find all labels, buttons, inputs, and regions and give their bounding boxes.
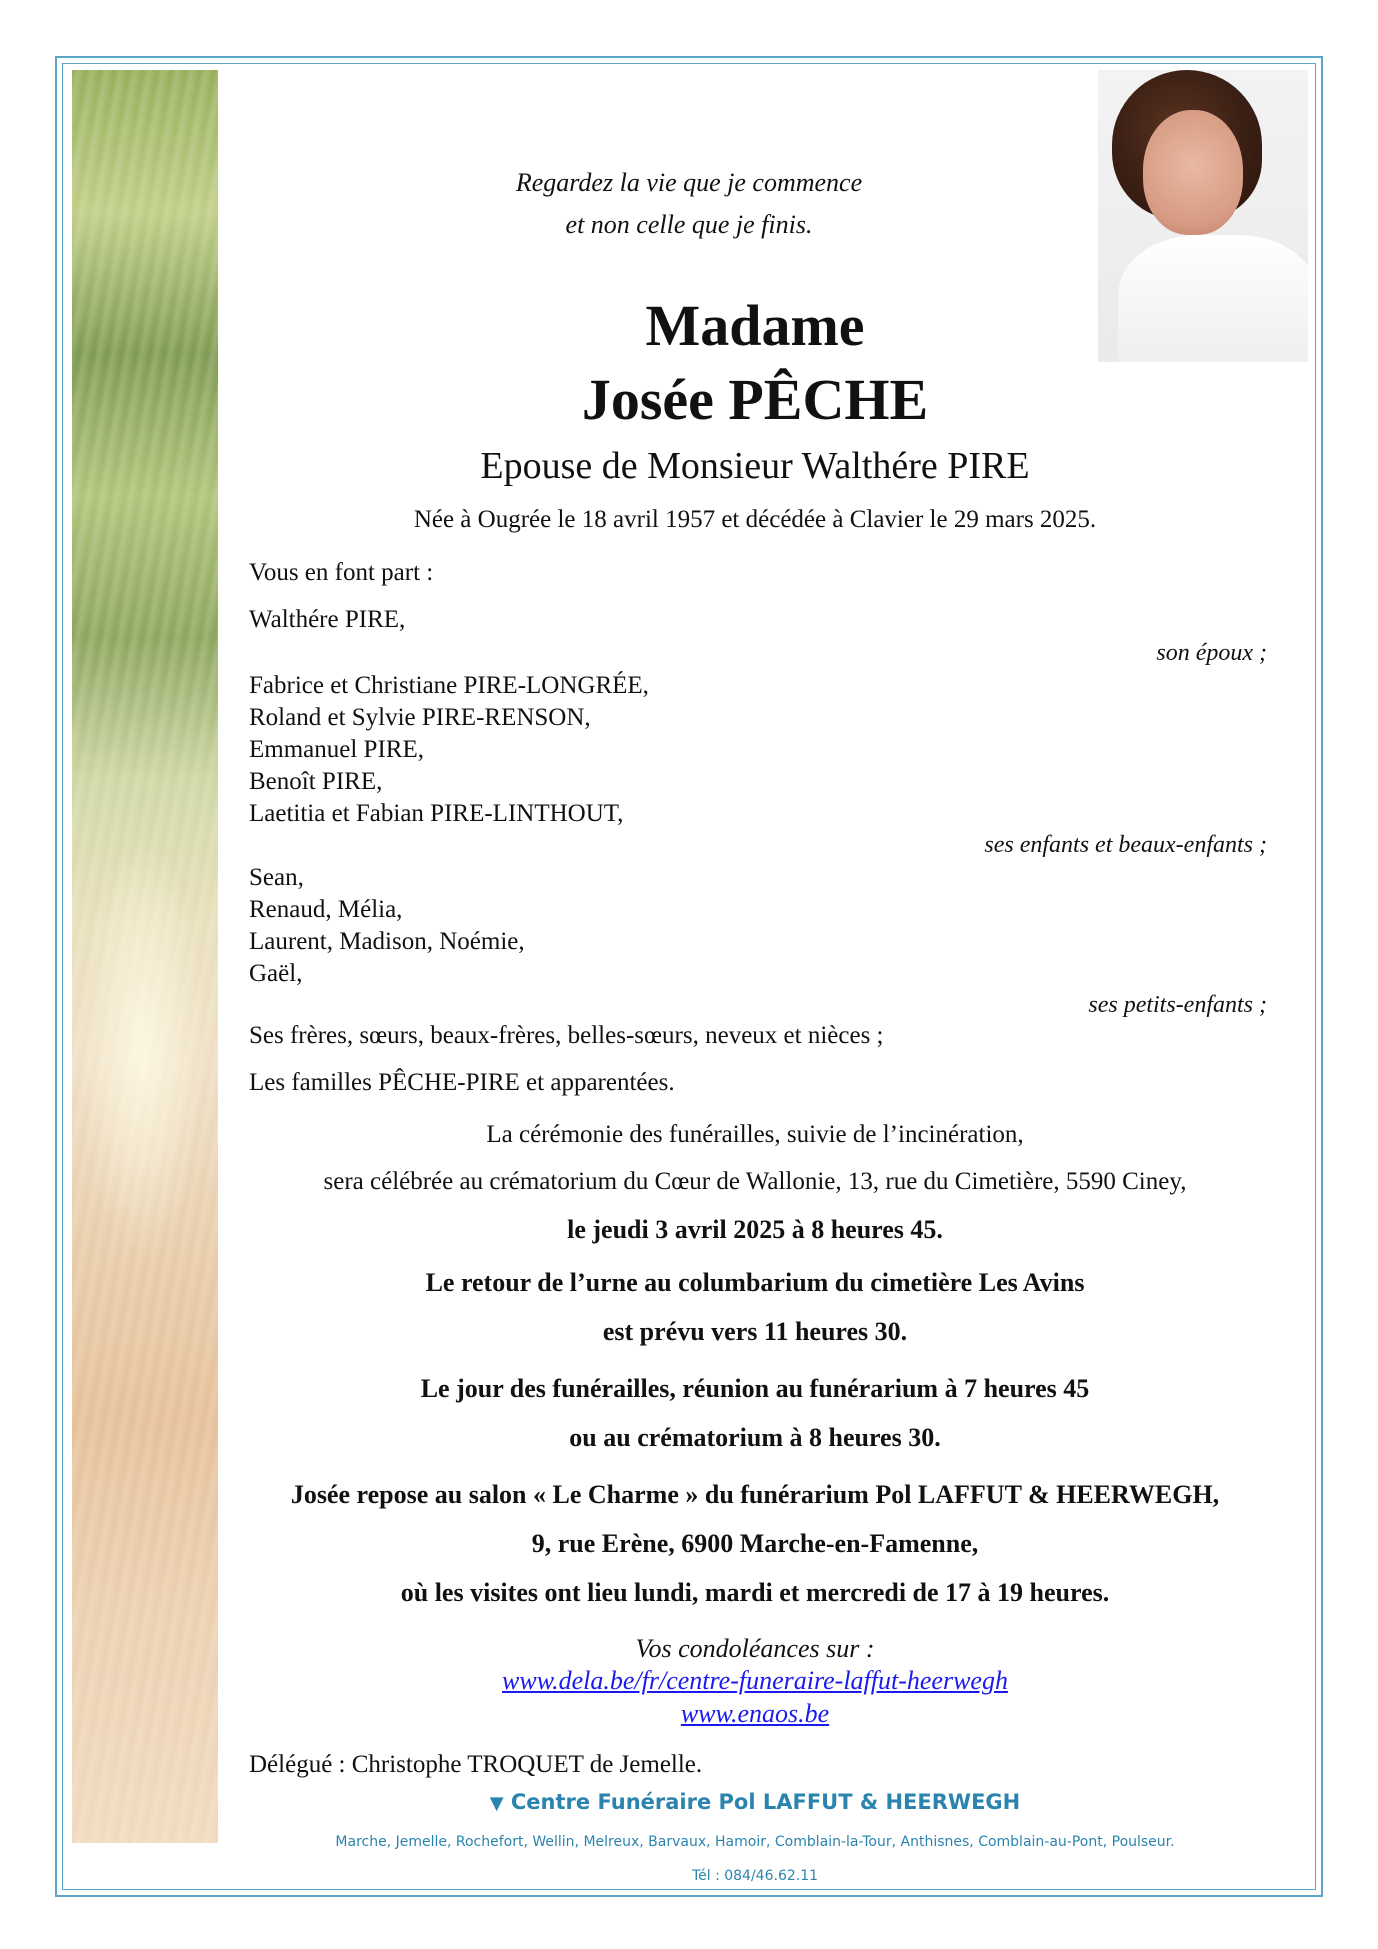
footer-company-name: Centre Funéraire Pol LAFFUT & HEERWEGH [510, 1790, 1021, 1814]
child-5: Laetitia et Fabian PIRE-LINTHOUT, [249, 800, 624, 827]
grandchild-2: Renaud, Mélia, [249, 896, 403, 923]
footer-phone: Tél : 084/46.62.11 [691, 1868, 819, 1884]
urn-line-1: Le retour de l’urne au columbarium du cimetière Les Avins [425, 1268, 1085, 1297]
delegate-line: Délégué : Christophe TROQUET de Jemelle. [249, 1751, 703, 1778]
footer-company [0, 1790, 1378, 1814]
grandchildren-role: ses petits-enfants ; [1088, 992, 1267, 1018]
child-2: Roland et Sylvie PIRE-RENSON, [249, 704, 591, 731]
rest-line-3: où les visites ont lieu lundi, mardi et mercredi de 17 à 19 heures. [400, 1578, 1110, 1607]
spouse-role: son époux ; [1156, 640, 1267, 666]
ceremony-line-2: sera célébrée au crématorium du Cœur de Wallonie, 13, rue du Cimetière, 5590 Ciney, [323, 1168, 1187, 1195]
condolences-link-dela[interactable]: www.dela.be/fr/centre-funeraire-laffut-heerwegh [502, 1666, 1008, 1695]
siblings-line: Ses frères, sœurs, beaux-frères, belles-sœurs, neveux et nièces ; [249, 1022, 884, 1049]
meeting-line-2: ou au crématorium à 8 heures 30. [569, 1423, 941, 1452]
footer-locations: Marche, Jemelle, Rochefort, Wellin, Melreux, Barvaux, Hamoir, Comblain-la-Tour, Anthisnes, Comblain-au-Pont, Poulseur. [335, 1834, 1175, 1850]
ceremony-date: le jeudi 3 avril 2025 à 8 heures 45. [567, 1215, 943, 1244]
announce-intro: Vous en font part : [249, 559, 434, 586]
condolences-label: Vos condoléances sur : [635, 1634, 875, 1663]
urn-line-2: est prévu vers 11 heures 30. [602, 1317, 908, 1346]
grandchild-1: Sean, [249, 864, 304, 891]
ceremony-line-1: La cérémonie des funérailles, suivie de l’incinération, [486, 1121, 1024, 1148]
rest-line-2: 9, rue Erène, 6900 Marche-en-Famenne, [531, 1529, 979, 1558]
title-madame: Madame [645, 293, 865, 358]
birth-death-dates: Née à Ougrée le 18 avril 1957 et décédée à Clavier le 29 mars 2025. [413, 506, 1097, 533]
children-role: ses enfants et beaux-enfants ; [984, 832, 1267, 858]
child-4: Benoît PIRE, [249, 768, 383, 795]
title-name: Josée PÊCHE [581, 367, 929, 432]
quote-line-2: et non celle que je finis. [565, 210, 813, 239]
meeting-line-1: Le jour des funérailles, réunion au funérarium à 7 heures 45 [420, 1374, 1090, 1403]
triangle-down-icon: ▼ [489, 1793, 504, 1814]
quote-line-1: Regardez la vie que je commence [515, 168, 863, 197]
child-3: Emmanuel PIRE, [249, 736, 424, 763]
spouse-name: Walthére PIRE, [249, 606, 406, 633]
condolences-link-enaos[interactable]: www.enaos.be [680, 1699, 830, 1728]
families-line: Les familles PÊCHE-PIRE et apparentées. [249, 1069, 675, 1096]
child-1: Fabrice et Christiane PIRE-LONGRÉE, [249, 672, 649, 699]
grandchild-3: Laurent, Madison, Noémie, [249, 928, 525, 955]
rest-line-1: Josée repose au salon « Le Charme » du funérarium Pol LAFFUT & HEERWEGH, [290, 1480, 1220, 1509]
spouse-subtitle: Epouse de Monsieur Walthére PIRE [480, 445, 1030, 487]
grandchild-4: Gaël, [249, 960, 303, 987]
